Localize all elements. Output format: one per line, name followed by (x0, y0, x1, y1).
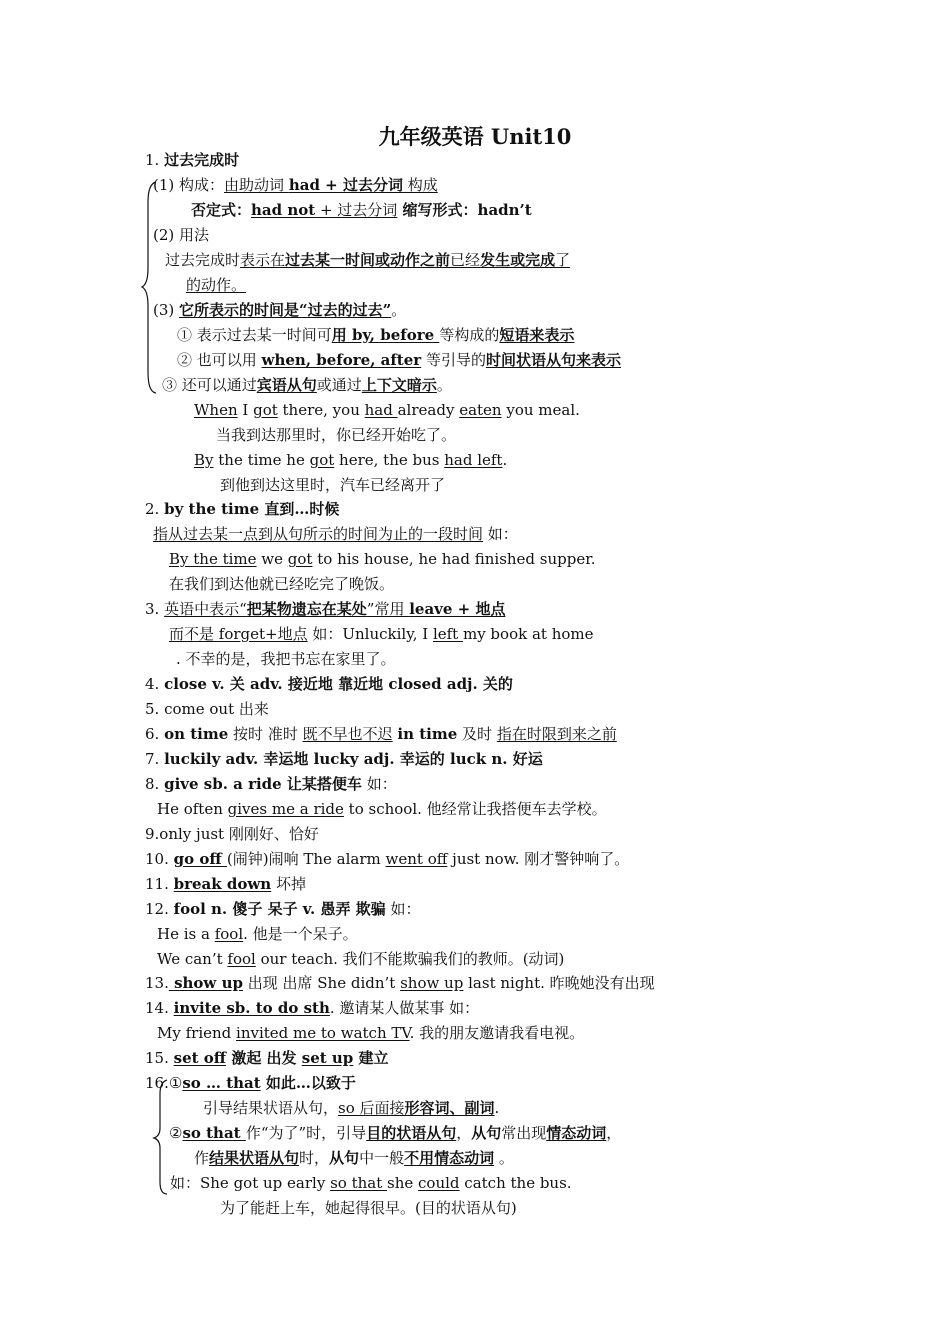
text-segment: 指在时限到来之前 (496, 725, 617, 743)
text-line (216, 425, 456, 445)
bold-text: 过去完成时 (164, 151, 240, 169)
underlined-text (555, 251, 570, 269)
underlined-text (179, 301, 391, 319)
text-segment: By the time (169, 550, 257, 568)
underlined-text (546, 1124, 606, 1142)
text-segment: show up (400, 974, 464, 992)
text-line (145, 1073, 356, 1093)
text-line (157, 1023, 584, 1043)
bold-text: set off (173, 1049, 227, 1067)
text-segment: I (237, 401, 254, 419)
text-line (157, 799, 607, 819)
text-segment: 4. (145, 675, 165, 693)
bold-text: 建立 (353, 1049, 389, 1067)
text-line (177, 325, 574, 345)
text-segment: gives me a ride (227, 800, 344, 818)
bold-text: 结果状语从句 (209, 1149, 300, 1167)
text-segment: had left (444, 451, 503, 469)
text-segment: When (194, 401, 238, 419)
bold-text: 目的状语从句 (366, 1124, 457, 1142)
text-line (145, 724, 617, 744)
text-segment: there, you (277, 401, 365, 419)
text-line (162, 375, 452, 395)
text-segment: 作 (194, 1149, 210, 1167)
text-segment: (3) (153, 301, 180, 319)
text-segment: got (253, 401, 278, 419)
text-segment: could (418, 1174, 460, 1192)
text-segment: just now. 刚才警钟响了。 (447, 850, 630, 868)
text-line (153, 524, 518, 544)
underlined-text (253, 401, 278, 419)
text-segment: 。 (494, 1149, 514, 1167)
text-segment: (2) 用法 (153, 226, 210, 244)
text-line (145, 899, 420, 919)
text-line (145, 973, 655, 993)
text-line (169, 1123, 621, 1143)
bold-text: 上下文暗示 (361, 376, 437, 394)
text-segment: . 我的朋友邀请我看电视。 (409, 1024, 585, 1042)
underlined-text (288, 550, 313, 568)
text-segment: 坏掉 (271, 875, 306, 893)
underlined-text (251, 201, 315, 219)
text-segment: fool (214, 925, 244, 943)
bold-text: 如此…以致于 (260, 1074, 356, 1092)
underlined-text (362, 376, 437, 394)
underlined-text (182, 1074, 260, 1092)
text-segment: catch the bus. (459, 1174, 572, 1192)
underlined-text (302, 1049, 354, 1067)
text-line (157, 924, 358, 944)
bold-text: 从句 (329, 1149, 360, 1167)
text-segment: . (502, 451, 508, 469)
bold-text: 激起 出发 (226, 1049, 302, 1067)
text-line (145, 874, 306, 894)
text-segment: 9.only just 刚刚好、恰好 (145, 825, 319, 843)
text-line (145, 774, 397, 794)
bold-text: when, before, after (261, 351, 422, 369)
text-segment: ”常用 (366, 600, 410, 618)
text-segment: 。 (436, 376, 452, 394)
text-segment: 15. (145, 1049, 174, 1067)
text-segment: 时， (299, 1149, 330, 1167)
document-title: 九年级英语 Unit10 (378, 124, 572, 149)
text-line (170, 1173, 572, 1193)
bold-text: break down (173, 875, 272, 893)
bold-text: in time (397, 725, 458, 743)
underlined-text (404, 1149, 494, 1167)
underlined-text (303, 725, 393, 743)
bold-text: fool n. 傻子 呆子 v. 愚弄 欺骗 (173, 900, 386, 918)
text-segment: 2. (145, 500, 165, 518)
underlined-text (169, 550, 257, 568)
text-segment: invited me to watch TV (236, 1024, 410, 1042)
left-brace-icon (151, 1078, 171, 1196)
underlined-text (236, 1024, 410, 1042)
underlined-text (194, 451, 214, 469)
underlined-text (433, 625, 463, 643)
bold-text: set up (301, 1049, 354, 1067)
text-segment: 1. (145, 151, 165, 169)
underlined-text (365, 401, 398, 419)
text-segment: 如： (385, 900, 421, 918)
bold-text: close v. 关 adv. 接近地 靠近地 closed adj. 关的 (164, 675, 513, 693)
text-segment: 作“为了”时，引导 (245, 1124, 367, 1142)
text-segment: 14. (145, 999, 174, 1017)
underlined-text (386, 850, 448, 868)
underlined-text (285, 251, 450, 269)
text-segment: 英语中表示“ (164, 600, 247, 618)
underlined-text (310, 451, 335, 469)
bold-text: 用 by, before (331, 326, 440, 344)
bold-text: 形容词、副词 (404, 1099, 495, 1117)
text-segment: to his house, he had finished supper. (312, 550, 596, 568)
bold-text: go off (173, 850, 227, 868)
bold-text: give sb. a ride 让某搭便车 (164, 775, 362, 793)
text-line (153, 300, 406, 320)
text-line (191, 200, 532, 220)
text-segment: eaten (459, 401, 502, 419)
text-segment: 如：Unluckily, I (307, 625, 433, 643)
underlined-text (499, 326, 574, 344)
text-segment: to school. 他经常让我搭便车去学校。 (343, 800, 607, 818)
underlined-text (224, 176, 289, 194)
underlined-text (240, 251, 285, 269)
text-line (186, 275, 246, 295)
text-segment: 在我们到达他就已经吃完了晚饭。 (169, 575, 395, 593)
bold-text: 过去某一时间或动作之前 (285, 251, 451, 269)
underlined-text (174, 850, 227, 868)
text-segment: got (287, 550, 313, 568)
text-segment: left (432, 625, 463, 643)
text-line (194, 400, 580, 420)
underlined-text (257, 376, 317, 394)
text-line (169, 624, 594, 644)
text-segment: so 后面接 (338, 1099, 405, 1117)
underlined-text (444, 451, 502, 469)
text-segment: last night. 昨晚她没有出现 (463, 974, 655, 992)
text-segment: 为了能赶上车，她起得很早。(目的状语从句) (220, 1199, 517, 1217)
underlined-text (330, 1174, 387, 1192)
bold-text: so … that (182, 1074, 261, 1092)
text-segment: ， (456, 1124, 472, 1142)
bold-text: invite sb. to do sth (173, 999, 330, 1017)
underlined-text (169, 625, 308, 643)
text-segment: By (194, 451, 214, 469)
text-line (145, 749, 543, 769)
underlined-text (153, 525, 483, 543)
text-line (220, 475, 445, 495)
text-segment: 3. (145, 600, 165, 618)
text-segment: 如：She got up early (170, 1174, 331, 1192)
bold-text: 缩写形式：hadn’t (397, 201, 532, 219)
text-segment: (1) 构成： (153, 176, 225, 194)
underlined-text (174, 1049, 226, 1067)
text-segment: 及时 (457, 725, 497, 743)
text-segment: 。 (391, 301, 407, 319)
text-line (145, 699, 269, 719)
text-segment: . 不幸的是，我把书忘在家里了。 (176, 650, 396, 668)
text-segment: ， (606, 1124, 622, 1142)
underlined-text (409, 600, 505, 618)
bold-text: so that (182, 1124, 246, 1142)
underlined-text (366, 1124, 456, 1142)
underlined-text (174, 875, 272, 893)
left-brace-icon (140, 180, 160, 395)
text-segment: 16. (145, 1074, 169, 1092)
text-segment: ① (168, 1074, 183, 1092)
underlined-text (315, 201, 397, 219)
text-segment: 等引导的 (421, 351, 486, 369)
bold-text: 情态动词 (546, 1124, 607, 1142)
bold-text: 它所表示的时间是“过去的过去” (179, 301, 392, 319)
text-segment: 8. (145, 775, 165, 793)
text-line (203, 1098, 499, 1118)
text-line (145, 849, 629, 869)
text-segment: 过去完成时 (165, 251, 241, 269)
bold-text: luckily adv. 幸运地 lucky adj. 幸运的 luck n. 好运 (164, 750, 543, 768)
text-line (176, 649, 396, 669)
text-segment: you meal. (501, 401, 580, 419)
text-segment: My friend (157, 1024, 237, 1042)
text-line (165, 250, 570, 270)
text-segment: she (387, 1174, 419, 1192)
text-segment: 5. come out 出来 (145, 700, 269, 718)
text-segment: our teach. 我们不能欺骗我们的教师。(动词) (255, 950, 565, 968)
bold-text: 否定式： (191, 201, 252, 219)
text-segment: we (256, 550, 288, 568)
bold-text: 宾语从句 (256, 376, 317, 394)
bold-text: 时间状语从句来表示 (485, 351, 621, 369)
text-segment: already (397, 401, 460, 419)
text-segment: We can’t (157, 950, 228, 968)
text-segment: . (494, 1099, 500, 1117)
text-segment: 已经 (450, 251, 481, 269)
underlined-text (403, 176, 438, 194)
underlined-text (164, 600, 247, 618)
bold-text: leave + 地点 (409, 600, 506, 618)
text-segment: 而不是 forget+地点 (169, 625, 308, 643)
text-segment: 10. (145, 850, 174, 868)
text-line (145, 150, 239, 170)
text-segment: 如： (483, 525, 518, 543)
text-segment: 出现 出席 She didn’t (242, 974, 401, 992)
text-segment: 由助动词 (224, 176, 289, 194)
text-segment: 6. (145, 725, 165, 743)
text-segment: went off (385, 850, 448, 868)
underlined-text (169, 974, 243, 992)
text-segment: 按时 准时 (228, 725, 303, 743)
text-segment: 或通过 (316, 376, 362, 394)
bold-text: by the time 直到…时候 (164, 500, 340, 518)
text-segment: the time he (213, 451, 310, 469)
text-segment: 12. (145, 900, 174, 918)
text-segment: 了 (555, 251, 571, 269)
text-line (157, 949, 564, 969)
underlined-text (262, 351, 422, 369)
text-line (145, 674, 513, 694)
text-line (220, 1198, 517, 1218)
underlined-text (174, 999, 330, 1017)
text-segment: fool (227, 950, 256, 968)
text-line (194, 450, 507, 470)
text-segment: so that (330, 1174, 388, 1192)
underlined-text (486, 351, 621, 369)
text-segment: 的动作。 (186, 276, 247, 294)
text-segment: my book at home (462, 625, 594, 643)
text-segment: 当我到达那里时，你已经开始吃了。 (216, 426, 457, 444)
text-line (145, 599, 505, 619)
text-segment: 7. (145, 750, 165, 768)
text-segment: He is a (157, 925, 215, 943)
text-segment: 常出现 (501, 1124, 547, 1142)
text-segment: 13. (145, 974, 169, 992)
underlined-text (480, 251, 555, 269)
text-line (145, 499, 339, 519)
text-segment: He often (157, 800, 228, 818)
text-segment: 中一般 (359, 1149, 405, 1167)
underlined-text (215, 925, 243, 943)
text-segment: had (364, 401, 398, 419)
bold-text: 不用情态动词 (404, 1149, 495, 1167)
text-segment: 既不早也不迟 (302, 725, 393, 743)
text-line (145, 1048, 389, 1068)
text-segment: 等构成的 (439, 326, 500, 344)
underlined-text (209, 1149, 299, 1167)
underlined-text (497, 725, 617, 743)
underlined-text (194, 401, 238, 419)
bold-text: on time (164, 725, 229, 743)
underlined-text (338, 1099, 405, 1117)
bold-text: 短语来表示 (499, 326, 575, 344)
underlined-text (400, 974, 463, 992)
bold-text: 从句 (471, 1124, 502, 1142)
underlined-text (459, 401, 501, 419)
underlined-text (228, 800, 344, 818)
bold-text: 发生或完成 (480, 251, 556, 269)
text-line (145, 824, 319, 844)
text-segment: 引导结果状语从句， (203, 1099, 339, 1117)
text-segment: 表示在 (240, 251, 286, 269)
text-segment: 如： (361, 775, 397, 793)
text-segment: ② (169, 1124, 183, 1142)
underlined-text (186, 276, 246, 294)
text-segment: 构成 (402, 176, 438, 194)
text-line (153, 175, 438, 195)
text-line (145, 998, 479, 1018)
text-segment: ③ 还可以通过 (162, 376, 257, 394)
bold-text: show up (168, 974, 243, 992)
underlined-text (418, 1174, 460, 1192)
bold-text: had not (251, 201, 316, 219)
text-line (177, 350, 621, 370)
underlined-text (405, 1099, 495, 1117)
underlined-text (450, 251, 480, 269)
bold-text: 把某物遗忘在某处 (246, 600, 367, 618)
text-segment: 11. (145, 875, 174, 893)
text-segment: ② 也可以用 (177, 351, 262, 369)
underlined-text (289, 176, 403, 194)
text-segment: 到他到达这里时，汽车已经离开了 (220, 476, 446, 494)
underlined-text (332, 326, 440, 344)
text-line (194, 1148, 514, 1168)
text-segment: ① 表示过去某一时间可 (177, 326, 332, 344)
text-segment: . 他是一个呆子。 (243, 925, 358, 943)
underlined-text (367, 600, 409, 618)
text-segment: here, the bus (334, 451, 445, 469)
text-line (169, 549, 596, 569)
bold-text: had + 过去分词 (288, 176, 403, 194)
text-segment: (闹钟)闹响 The alarm (226, 850, 386, 868)
text-segment: . 邀请某人做某事 如： (329, 999, 480, 1017)
text-segment: got (309, 451, 335, 469)
underlined-text (182, 1124, 245, 1142)
underlined-text (227, 950, 255, 968)
text-line (153, 225, 209, 245)
text-segment: + 过去分词 (315, 201, 398, 219)
text-line (169, 574, 394, 594)
underlined-text (247, 600, 367, 618)
text-segment: 指从过去某一点到从句所示的时间为止的一段时间 (153, 525, 484, 543)
